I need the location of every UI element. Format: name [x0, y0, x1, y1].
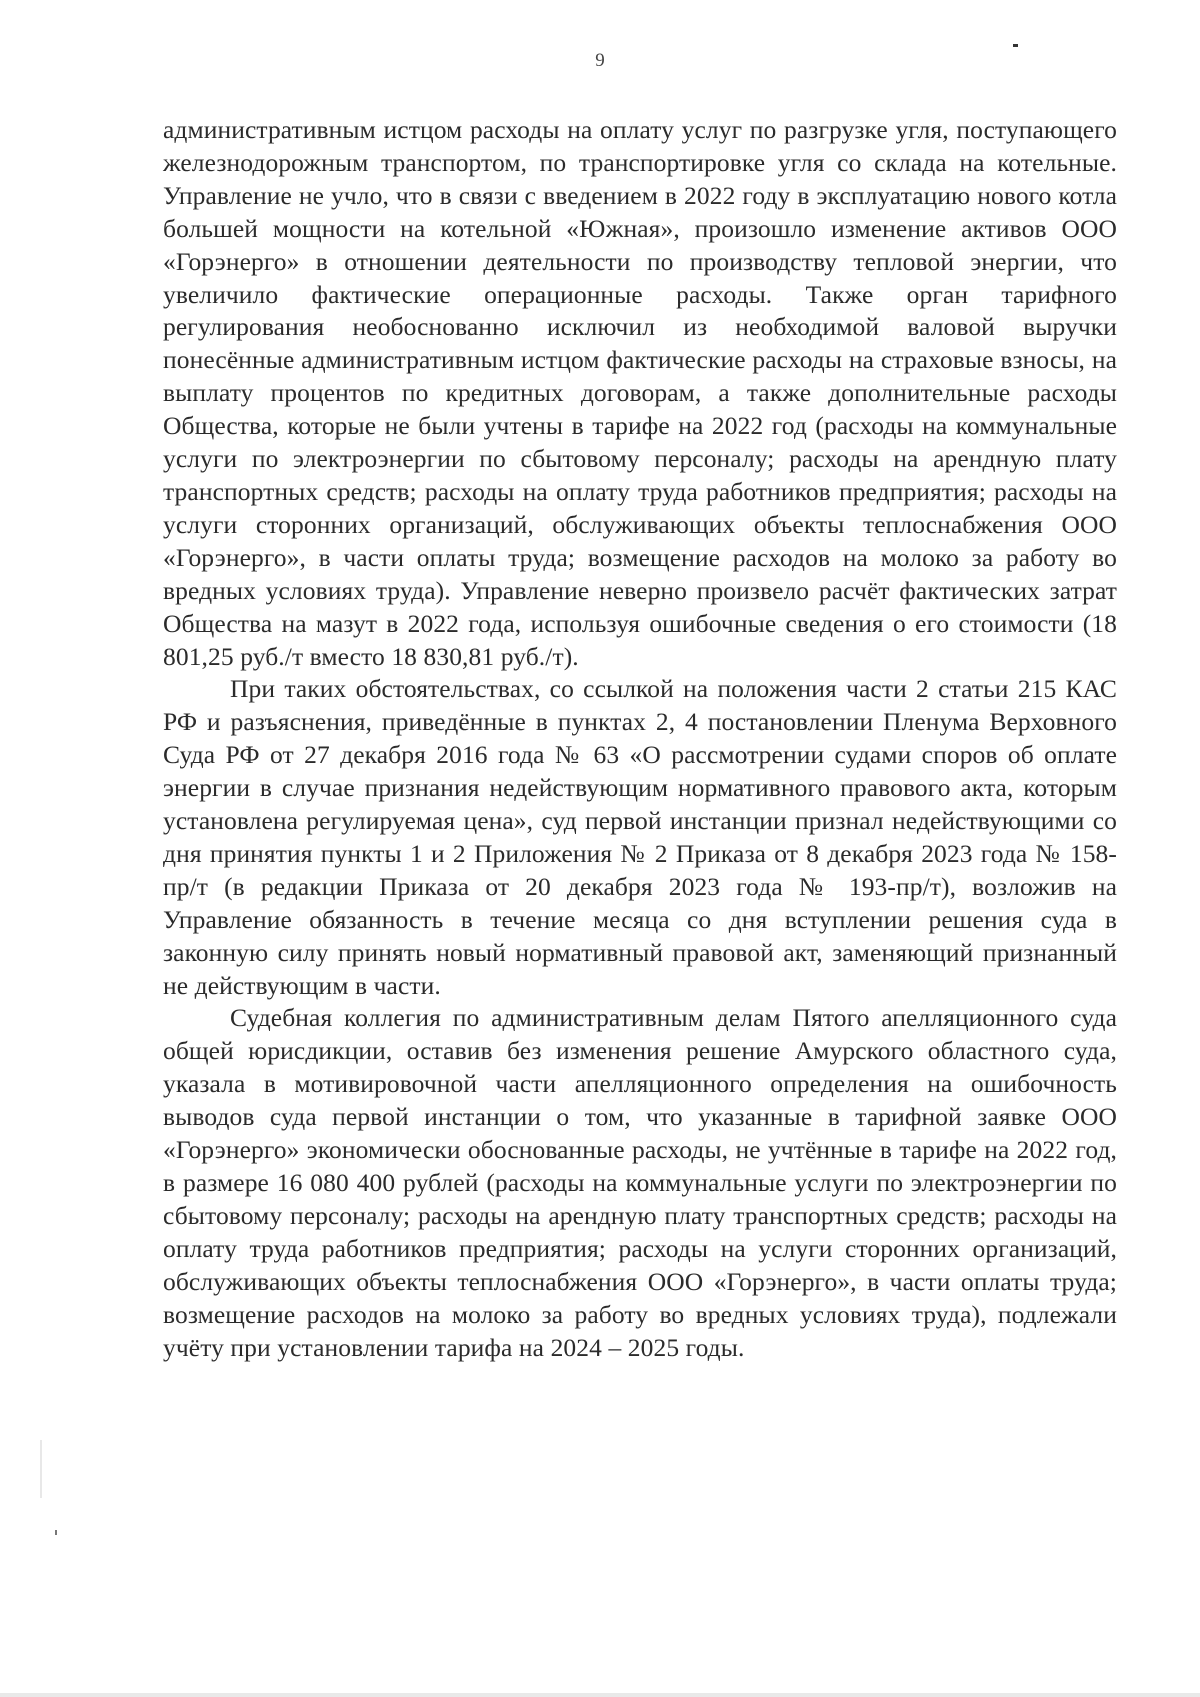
- paragraph-appeal-ruling: Судебная коллегия по административным делам Пятого апелляционного суда общей юрисдикции, оставив без изменения решение Амурского областного суда, указала в мотивировочной части апелляционного определения на ошибочность выводов суда первой инстанции о том, что указанные в тарифной заявке ООО «Горэнерго» экономически обоснованные расходы, не учтённые в тарифе на 2022 год, в размере 16 080 400 рублей (расходы на коммунальные услуги по электроэнергии по сбытовому персоналу; расходы на арендную плату транспортных средств; расходы на оплату труда работников предприятия; расходы на услуги сторонних организаций, обслуживающих объекты теплоснабжения ООО «Горэнерго», в части оплаты труда; возмещение расходов на молоко за работу во вредных условиях труда), подлежали учёту при установлении тарифа на 2024 – 2025 годы.: [163, 1003, 1117, 1362]
- document-body: [163, 114, 1117, 1364]
- page-bottom-edge: [0, 1693, 1200, 1697]
- page-number: 9: [595, 50, 605, 71]
- paragraph-first-instance-ruling: При таких обстоятельствах, со ссылкой на положения части 2 статьи 215 КАС РФ и разъяснения, приведённые в пунктах 2, 4 постановлении Пленума Верховного Суда РФ от 27 декабря 2016 года № 63 «О рассмотрении судами споров об оплате энергии в случае признания недействующим нормативного правового акта, которым установлена регулируемая цена», суд первой инстанции признал недействующими со дня принятия пункты 1 и 2 Приложения № 2 Приказа от 8 декабря 2023 года № 158-пр/т (в редакции Приказа от 20 декабря 2023 года № 193-пр/т), возложив на Управление обязанность в течение месяца со дня вступлении решения суда в законную силу принять новый нормативный правовой акт, заменяющий признанный не действующим в части.: [163, 674, 1117, 1000]
- paragraph-continued: административным истцом расходы на оплату услуг по разгрузке угля, поступающего железнодорожным транспортом, по транспортировке угля со склада на котельные. Управление не учло, что в связи с введением в 2022 году в эксплуатацию нового котла большей мощности на котельной «Южная», произошло изменение активов ООО «Горэнерго» в отношении деятельности по производству тепловой энергии, что увеличило фактические операционные расходы. Также орган тарифного регулирования необоснованно исключил из необходимой валовой выручки понесённые административным истцом фактические расходы на страховые взносы, на выплату процентов по кредитных договорам, а также дополнительные расходы Общества, которые не были учтены в тарифе на 2022 год (расходы на коммунальные услуги по электроэнергии по сбытовому персоналу; расходы на арендную плату транспортных средств; расходы на оплату труда работников предприятия; расходы на услуги сторонних организаций, обслуживающих объекты теплоснабжения ООО «Горэнерго», в части оплаты труда; возмещение расходов на молоко за работу во вредных условиях труда). Управление неверно произвело расчёт фактических затрат Общества на мазут в 2022 года, используя ошибочные сведения о его стоимости (18 801,25 руб./т вместо 18 830,81 руб./т).: [163, 115, 1117, 671]
- scan-artifact: [40, 1440, 42, 1498]
- scan-mark: [1013, 44, 1018, 47]
- scan-artifact: [55, 1530, 57, 1535]
